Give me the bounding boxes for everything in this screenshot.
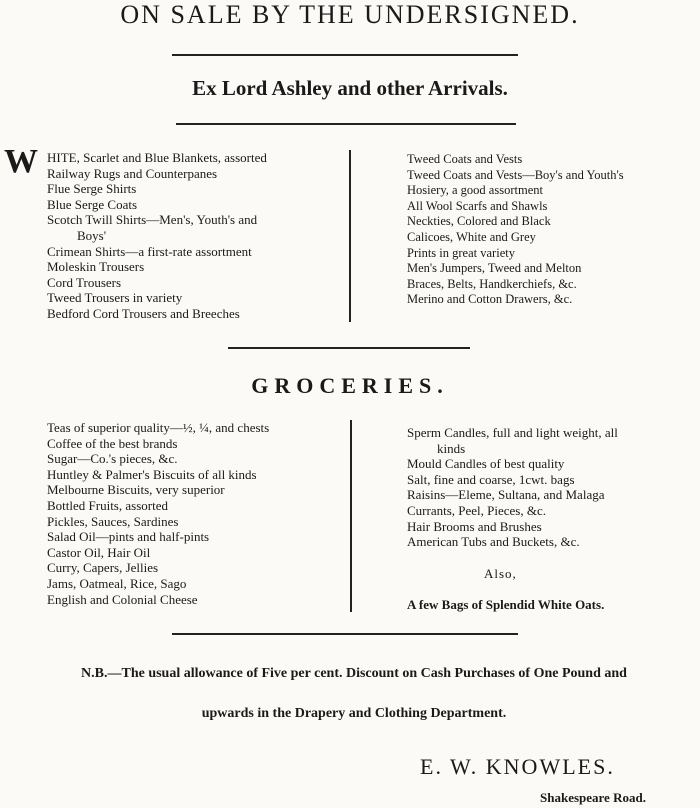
list-item: Cord Trousers xyxy=(47,274,122,290)
list-item: American Tubs and Buckets, &c. xyxy=(407,534,580,550)
list-item: Tweed Trousers in variety xyxy=(47,290,183,306)
notice-line-2: upwards in the Drapery and Clothing Department. xyxy=(201,706,507,721)
groceries-list-left xyxy=(47,420,269,607)
list-item: Hair Brooms and Brushes xyxy=(407,518,542,534)
list-item: Tweed Coats and Vests xyxy=(407,152,523,166)
list-item: Coffee of the best brands xyxy=(47,435,178,451)
oats-notice: A few Bags of Splendid White Oats. xyxy=(407,597,605,612)
address: Shakespeare Road. xyxy=(540,790,646,805)
also-label: Also, xyxy=(484,566,517,581)
list-item: Blue Serge Coats xyxy=(47,196,138,212)
list-item: Bottled Fruits, assorted xyxy=(47,497,168,513)
list-item: Pickles, Sauces, Sardines xyxy=(47,513,179,529)
list-item: Hosiery, a good assortment xyxy=(407,183,543,198)
list-item: Men's Jumpers, Tweed and Melton xyxy=(407,261,582,276)
list-item: Bedford Cord Trousers and Breeches xyxy=(47,305,240,321)
list-item: Prints in great variety xyxy=(407,245,515,260)
list-item: Melbourne Biscuits, very superior xyxy=(47,482,225,498)
list-item: Braces, Belts, Handkerchiefs, &c. xyxy=(407,276,577,291)
list-item: All Wool Scarfs and Shawls xyxy=(407,198,548,213)
sub-headline: Ex Lord Ashley and other Arrivals. xyxy=(192,76,508,100)
signature: E. W. KNOWLES. xyxy=(420,754,615,779)
list-item: English and Colonial Cheese xyxy=(47,591,198,607)
list-item: Boys' xyxy=(77,227,107,243)
list-item: Sperm Candles, full and light weight, all xyxy=(407,425,618,440)
list-item: Curry, Capers, Jellies xyxy=(47,560,159,576)
list-item: Moleskin Trousers xyxy=(47,259,145,275)
list-item: Tweed Coats and Vests—Boy's and Youth's xyxy=(407,167,624,182)
list-item: Raisins—Eleme, Sultana, and Malaga xyxy=(407,487,605,503)
notice-line-1: N.B.—The usual allowance of Five per cent. Discount on Cash Purchases of One Pound and xyxy=(81,666,627,681)
drop-cap: W xyxy=(4,143,38,180)
column-divider xyxy=(350,420,352,612)
page-headline: ON SALE BY THE UNDERSIGNED. xyxy=(120,0,580,29)
groceries-list-right xyxy=(407,425,618,550)
divider-notice xyxy=(172,633,518,635)
list-item: Railway Rugs and Counterpanes xyxy=(47,165,218,181)
list-item: Neckties, Colored and Black xyxy=(407,214,551,229)
list-item: Sugar—Co.'s pieces, &c. xyxy=(47,451,178,467)
drapery-list-right xyxy=(407,152,624,308)
list-item: Scotch Twill Shirts—Men's, Youth's and xyxy=(47,212,258,228)
list-item: Crimean Shirts—a first-rate assortment xyxy=(47,243,252,259)
divider-drapery xyxy=(176,123,516,125)
groceries-heading: GROCERIES. xyxy=(251,373,449,398)
list-item: Salad Oil—pints and half-pints xyxy=(47,529,210,545)
list-item: Mould Candles of best quality xyxy=(407,456,565,472)
drapery-list-left xyxy=(47,150,267,322)
divider-groceries xyxy=(228,347,470,349)
list-item: Salt, fine and coarse, 1cwt. bags xyxy=(407,471,575,487)
list-item: Calicoes, White and Grey xyxy=(407,229,536,244)
column-divider xyxy=(349,150,351,322)
list-item: Huntley & Palmer's Biscuits of all kinds xyxy=(47,466,257,482)
divider-top xyxy=(172,54,518,56)
list-item: Castor Oil, Hair Oil xyxy=(47,544,151,560)
list-item: HITE, Scarlet and Blue Blankets, assorted xyxy=(47,150,267,165)
list-item: Flue Serge Shirts xyxy=(47,181,137,197)
list-item: Jams, Oatmeal, Rice, Sago xyxy=(47,575,187,591)
list-item: kinds xyxy=(437,440,466,456)
list-item: Currants, Peel, Pieces, &c. xyxy=(407,502,546,518)
list-item: Merino and Cotton Drawers, &c. xyxy=(407,292,573,307)
list-item: Teas of superior quality—½, ¼, and chests xyxy=(47,420,270,435)
